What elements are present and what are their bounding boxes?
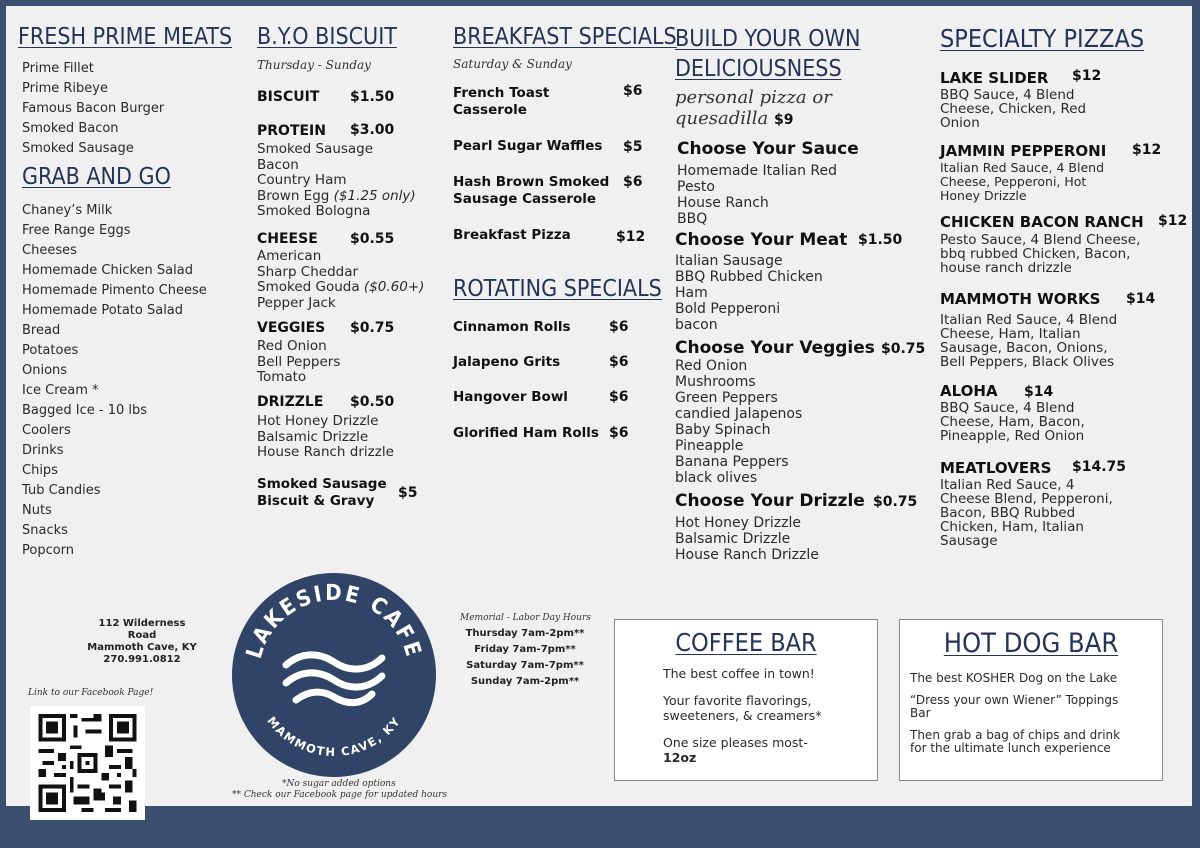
rotating-item-name: Jalapeno Grits [453, 354, 561, 370]
pizza-desc-line: house ranch drizzle [940, 260, 1072, 276]
address [80, 618, 204, 666]
rotating-item-price: $6 [609, 354, 629, 370]
pizza-desc-line: Sausage, Bacon, Onions, [940, 340, 1108, 356]
list-item: Smoked Bacon [22, 121, 119, 136]
hours-line: Friday 7am-7pm** [474, 644, 576, 655]
list-item: Country Ham [257, 172, 347, 188]
pizza-desc-line: Onion [940, 115, 980, 131]
list-item [257, 189, 416, 205]
pizza-desc-line: Sausage [940, 533, 998, 549]
list-item: Chaney’s Milk [22, 203, 113, 218]
hours-list [455, 626, 595, 690]
list-item: Bell Peppers [257, 353, 341, 370]
rotating-heading: ROTATING SPECIALS [453, 276, 662, 302]
address-line: 112 Wilderness [98, 618, 186, 629]
pizza-desc-line: Italian Red Sauce, 4 Blend [940, 160, 1105, 175]
gravy-name [257, 476, 387, 510]
pizza-desc-line: Honey Drizzle [940, 188, 1027, 203]
gravy-line2: Biscuit & Gravy [257, 493, 375, 509]
hotdog-text [910, 672, 1120, 755]
list-item: black olives [675, 470, 758, 486]
list-item: Chips [22, 463, 58, 478]
gravy-line1: Smoked Sausage [257, 476, 387, 492]
list-item [257, 280, 424, 296]
hotdog-line: Then grab a bag of chips and drink [910, 728, 1121, 742]
breakfast-item-price: $6 [623, 174, 643, 190]
coffee-bar-box [614, 619, 878, 781]
facebook-label: Link to our Facebook Page! [28, 688, 154, 698]
list-item: Italian Sausage [675, 253, 783, 269]
build-sub-line2 [675, 108, 832, 131]
sauce-label: Choose Your Sauce [677, 139, 859, 159]
list-item: Homemade Italian Red [677, 163, 837, 179]
list-item: candied Jalapenos [675, 406, 803, 422]
build-veggies-label: Choose Your Veggies [675, 338, 875, 358]
breakfast-subtitle: Saturday & Sunday [453, 57, 572, 71]
build-subtitle [675, 87, 832, 131]
list-item: Snacks [22, 523, 68, 538]
no-sugar-note: *No sugar added options [282, 779, 396, 789]
list-item: Smoked Sausage [22, 141, 134, 156]
phone-number: 270.991.0812 [103, 654, 181, 665]
list-item: Coolers [22, 423, 71, 438]
drizzle-label: DRIZZLE [257, 394, 324, 410]
list-item: Onions [22, 363, 68, 378]
list-item: Mushrooms [675, 374, 756, 390]
list-item: Famous Bacon Burger [22, 101, 165, 116]
cheese-list [257, 249, 424, 311]
hotdog-line: The best KOSHER Dog on the Lake [910, 671, 1118, 685]
list-item: Balsamic Drizzle [675, 531, 791, 547]
list-item: Ice Cream * [22, 383, 99, 398]
build-heading-line1: BUILD YOUR OWN [675, 26, 861, 52]
rotating-item-price: $6 [609, 425, 629, 441]
pizza-desc-line: Pineapple, Red Onion [940, 428, 1085, 444]
list-item: Red Onion [675, 358, 748, 374]
pizza-price: $14 [1126, 291, 1156, 307]
pizza-desc-line: BBQ Sauce, 4 Blend [940, 400, 1075, 416]
breakfast-item-name2: Sausage Casserole [453, 191, 597, 207]
pizza-price: $14 [1024, 384, 1054, 400]
hotdog-heading: HOT DOG BAR [943, 628, 1119, 659]
list-item: Free Range Eggs [22, 223, 131, 238]
list-item: Balsamic Drizzle [257, 428, 369, 445]
list-item: Pineapple [675, 438, 744, 454]
hours-line: Thursday 7am-2pm** [465, 628, 585, 639]
pizza-desc-line: Cheese Blend, Pepperoni, [940, 491, 1113, 507]
list-item: Potatoes [22, 343, 79, 358]
veggies-price: $0.75 [350, 320, 395, 336]
breakfast-heading: BREAKFAST SPECIALS [453, 24, 677, 50]
pizza-desc-line: Bacon, BBQ Rubbed [940, 505, 1076, 521]
list-item: Homemade Chicken Salad [22, 263, 193, 278]
byo-heading: B.Y.O BISCUIT [257, 24, 397, 50]
pizza-desc-line: Bell Peppers, Black Olives [940, 354, 1115, 370]
breakfast-item-name: Hash Brown Smoked [453, 174, 610, 190]
address-line: Mammoth Cave, KY [87, 642, 197, 653]
build-drizzle-price: $0.75 [873, 494, 918, 510]
cheese-price: $0.55 [350, 231, 395, 247]
grab-list [22, 201, 207, 561]
breakfast-item-price: $6 [623, 83, 643, 99]
hours-line: Sunday 7am-2pm** [470, 676, 580, 687]
list-item: Bold Pepperoni [675, 301, 781, 317]
rotating-item-price: $6 [609, 389, 629, 405]
build-sub-quesadilla: quesadilla [675, 108, 769, 129]
breakfast-item-price: $5 [623, 139, 643, 155]
build-sub-line1: personal pizza or [675, 87, 832, 108]
grab-heading: GRAB AND GO [22, 164, 171, 190]
list-item: House Ranch Drizzle [675, 547, 819, 563]
build-veggies-list [675, 358, 802, 486]
meat-label: Choose Your Meat [675, 230, 848, 250]
pizza-desc-line: Italian Red Sauce, 4 Blend [940, 312, 1118, 328]
list-item: Tomato [257, 369, 307, 385]
build-drizzle-label: Choose Your Drizzle [675, 491, 865, 511]
address-line: Road [127, 630, 157, 641]
list-item: Baby Spinach [675, 422, 771, 438]
pizza-name: CHICKEN BACON RANCH [940, 213, 1144, 231]
coffee-text [663, 666, 822, 765]
list-item: Bagged Ice - 10 lbs [22, 403, 148, 418]
list-item: Hot Honey Drizzle [257, 413, 379, 429]
hours-line: Saturday 7am-7pm** [466, 660, 584, 671]
hours-note: ** Check our Facebook page for updated hours [232, 790, 448, 800]
pizza-desc [940, 478, 1113, 548]
hotdog-line: for the ultimate lunch experience [910, 741, 1111, 755]
pizza-desc-line: Italian Red Sauce, 4 [940, 477, 1075, 493]
pizza-name: ALOHA [940, 382, 998, 400]
pizza-desc [940, 88, 1086, 130]
pizza-desc-line: Cheese, Ham, Italian [940, 326, 1081, 342]
rotating-item-name: Cinnamon Rolls [453, 319, 571, 335]
list-item: BBQ Rubbed Chicken [675, 269, 823, 285]
coffee-line: Your favorite flavorings, [663, 693, 812, 708]
rotating-item-name: Glorified Ham Rolls [453, 425, 599, 441]
list-item: House Ranch [677, 195, 769, 211]
pizza-name: MAMMOTH WORKS [940, 290, 1101, 308]
breakfast-item-name: Pearl Sugar Waffles [453, 138, 603, 154]
list-item: Homemade Pimento Cheese [22, 283, 207, 298]
list-item: American [257, 248, 322, 264]
pizza-desc-line: Chicken, Ham, Italian [940, 519, 1084, 535]
protein-price: $3.00 [350, 122, 395, 138]
meat-list [675, 253, 823, 333]
protein-label: PROTEIN [257, 123, 326, 139]
meat-price: $1.50 [858, 232, 903, 248]
list-item: Smoked Sausage [257, 141, 374, 157]
list-item: Homemade Potato Salad [22, 303, 184, 318]
breakfast-item-price: $12 [616, 229, 646, 245]
breakfast-item [453, 85, 549, 119]
breakfast-item [453, 174, 609, 208]
pizza-name: JAMMIN PEPPERONI [940, 142, 1107, 160]
breakfast-item-name: French Toast [453, 85, 550, 101]
list-item: Pepper Jack [257, 294, 336, 311]
pizza-price: $14.75 [1072, 459, 1127, 475]
list-item: Bread [22, 323, 61, 338]
pizza-price: $12 [1072, 68, 1102, 84]
coffee-size: 12oz [663, 750, 697, 765]
list-item: Ham [675, 285, 708, 301]
list-item: Pesto [677, 179, 715, 195]
breakfast-item-name: Breakfast Pizza [453, 227, 571, 243]
build-veggies-price: $0.75 [881, 341, 926, 357]
list-item: bacon [675, 317, 718, 333]
hotdog-line: “Dress your own Wiener” Toppings [910, 693, 1119, 707]
pizza-desc-line: Cheese, Ham, Bacon, [940, 414, 1085, 430]
drizzle-price: $0.50 [350, 394, 395, 410]
drizzle-list [257, 414, 394, 461]
list-item: Nuts [22, 503, 52, 518]
logo-bottom-text: MAMMOTH CAVE, KY [264, 713, 404, 760]
pizza-desc [940, 233, 1140, 275]
pizza-desc [940, 161, 1104, 203]
pizza-desc [940, 401, 1085, 443]
pizza-desc [940, 313, 1117, 369]
cheese-label: CHEESE [257, 231, 318, 247]
pizza-desc-line: BBQ Sauce, 4 Blend [940, 87, 1075, 103]
list-item: Red Onion [257, 338, 327, 354]
meats-heading: FRESH PRIME MEATS [18, 24, 233, 50]
hotdog-line: Bar [910, 706, 931, 720]
gravy-price: $5 [398, 485, 418, 501]
rotating-item-name: Hangover Bowl [453, 389, 568, 405]
list-item: House Ranch drizzle [257, 444, 394, 460]
build-heading-line2: DELICIOUSNESS [675, 56, 842, 82]
pizza-name: MEATLOVERS [940, 459, 1052, 477]
coffee-line: The best coffee in town! [663, 666, 815, 681]
hours-title: Memorial - Labor Day Hours [460, 613, 591, 623]
coffee-line: sweeteners, & creamers* [663, 708, 822, 723]
byo-subtitle: Thursday - Sunday [257, 58, 371, 72]
pizza-desc-line: Cheese, Pepperoni, Hot [940, 174, 1087, 189]
coffee-line: One size pleases most- [663, 735, 808, 750]
biscuit-label: BISCUIT [257, 89, 320, 105]
coffee-heading: COFFEE BAR [675, 628, 817, 657]
breakfast-item-name2: Casserole [453, 102, 527, 118]
pizza-price: $12 [1132, 142, 1162, 158]
egg-label: Brown Egg [257, 187, 330, 204]
pizza-name: LAKE SLIDER [940, 69, 1049, 87]
list-item: Sharp Cheddar [257, 263, 359, 280]
veggies-list [257, 339, 340, 386]
meats-list [22, 59, 164, 159]
list-item: Bacon [257, 156, 299, 173]
bottom-band [0, 806, 1200, 848]
list-item: Popcorn [22, 543, 75, 558]
list-item: BBQ [677, 211, 708, 227]
facebook-qr-code[interactable] [30, 706, 145, 820]
gouda-note: ($0.60+) [363, 279, 425, 295]
egg-note: ($1.25 only) [333, 187, 416, 204]
list-item: Drinks [22, 443, 64, 458]
hot-dog-bar-box [899, 619, 1163, 781]
sauce-list [677, 163, 837, 227]
lakeside-cafe-logo [231, 572, 437, 778]
veggies-label: VEGGIES [257, 320, 326, 336]
list-item: Green Peppers [675, 390, 778, 406]
list-item: Tub Candies [22, 483, 101, 498]
build-drizzle-list [675, 515, 819, 563]
pizza-desc-line: Pesto Sauce, 4 Blend Cheese, [940, 232, 1141, 248]
build-price: $9 [774, 112, 794, 128]
list-item: Smoked Bologna [257, 203, 371, 219]
list-item: Banana Peppers [675, 454, 789, 470]
pizza-desc-line: Cheese, Chicken, Red [940, 101, 1087, 117]
rotating-item-price: $6 [609, 319, 629, 335]
pizza-price: $12 [1158, 213, 1188, 229]
biscuit-price: $1.50 [350, 89, 395, 105]
protein-list [257, 142, 416, 220]
list-item: Prime Fillet [22, 61, 94, 76]
pizzas-heading: SPECIALTY PIZZAS [940, 24, 1145, 53]
build-heading [675, 24, 860, 84]
list-item: Prime Ribeye [22, 81, 108, 96]
list-item: Cheeses [22, 243, 77, 258]
logo-top-text: LAKESIDE CAFE [242, 580, 426, 662]
list-item: Hot Honey Drizzle [675, 515, 801, 531]
gouda-label: Smoked Gouda [257, 279, 360, 295]
pizza-desc-line: bbq rubbed Chicken, Bacon, [940, 246, 1131, 262]
